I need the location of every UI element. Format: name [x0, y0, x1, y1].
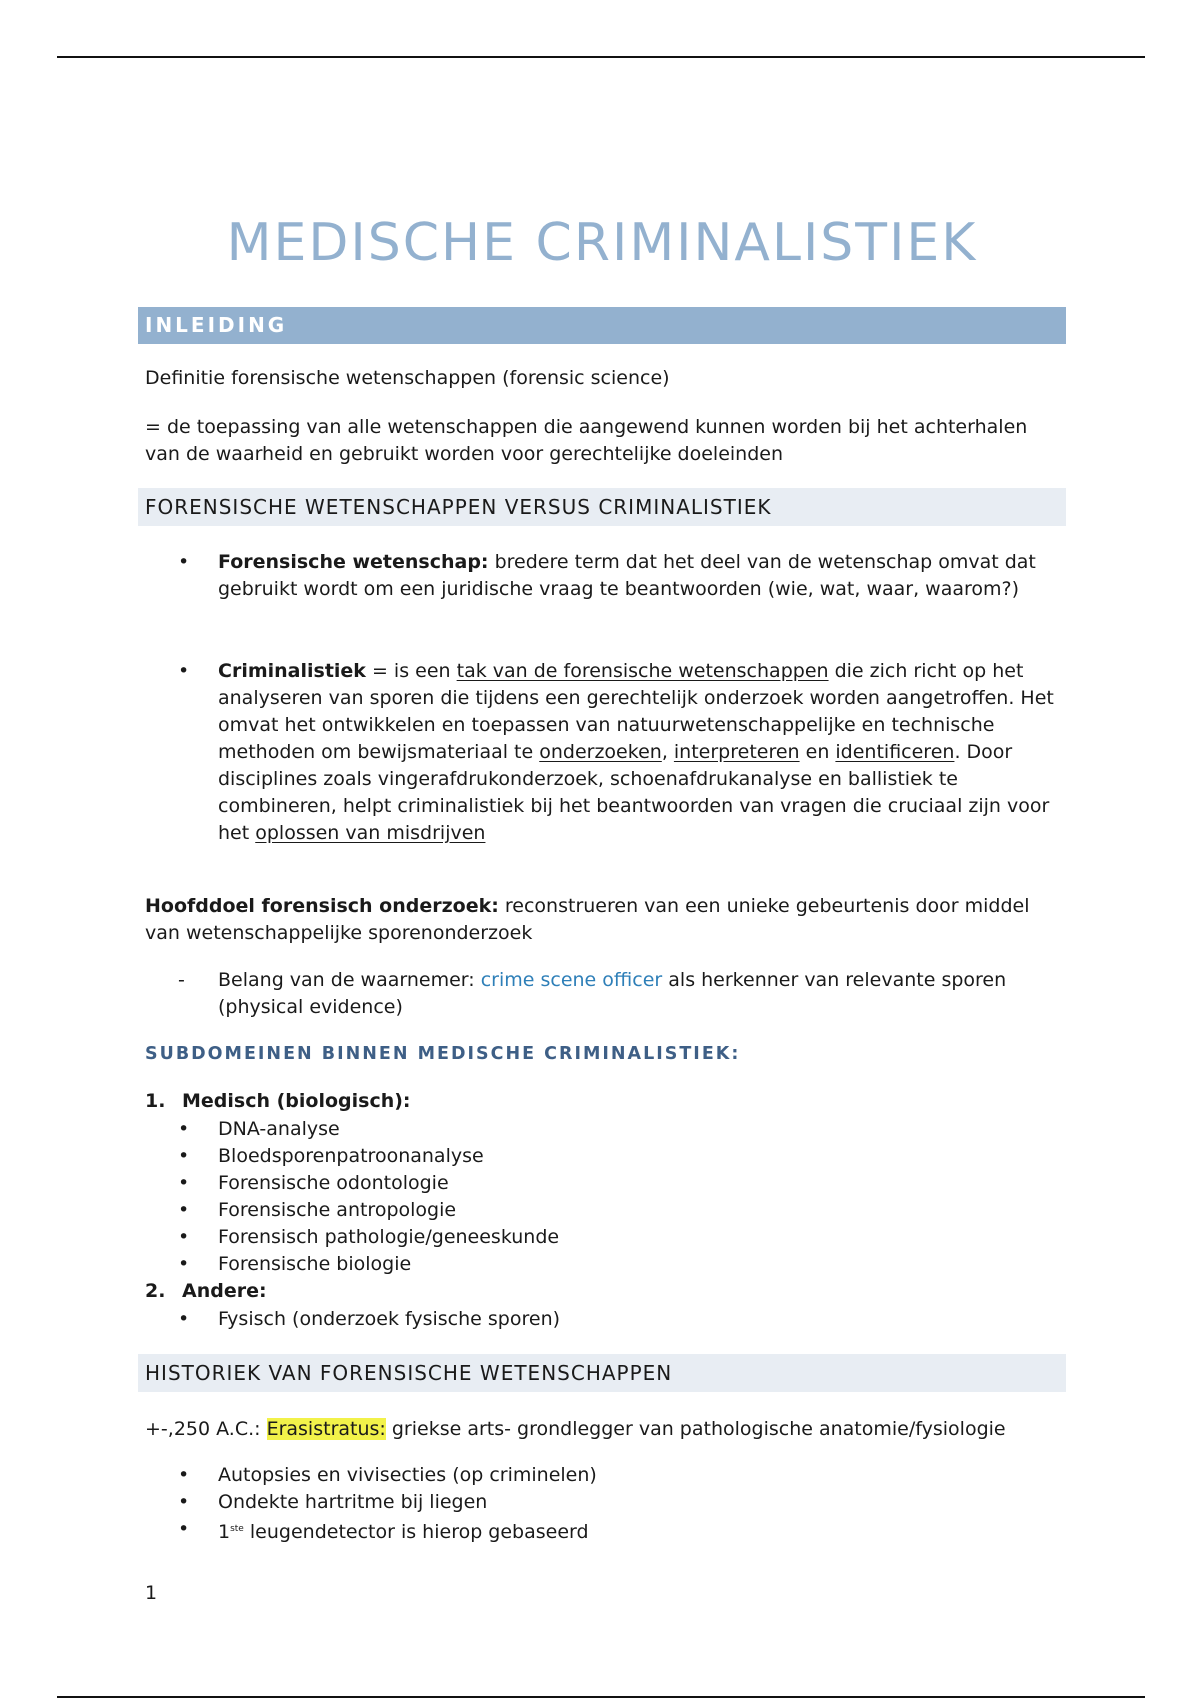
list-item-text: Fysisch (onderzoek fysische sporen): [218, 1308, 561, 1330]
bullet-text: [218, 549, 1063, 603]
item-number: 1.: [145, 1090, 166, 1112]
definition: reconstrueren van een unieke gebeurtenis door middel van wetenschappelijke sporenonderzoek: [145, 895, 1030, 944]
bullet-mark: •: [178, 1145, 190, 1167]
item-label: Andere:: [182, 1280, 267, 1302]
dash-text: [218, 967, 1063, 1021]
list-item-text: Ondekte hartritme bij liegen: [218, 1491, 488, 1513]
bullet-mark: •: [178, 660, 190, 682]
underlined-text: tak van de forensische wetenschappen: [456, 660, 829, 682]
underlined-text: oplossen van misdrijven: [255, 822, 486, 844]
definition-heading: Definitie forensische wetenschappen (forensic science): [145, 367, 670, 389]
crime-scene-officer-link[interactable]: crime scene officer: [480, 969, 663, 991]
item-number: 2.: [145, 1280, 166, 1302]
document-title: MEDISCHE CRIMINALISTIEK: [226, 213, 978, 273]
bullet-mark: •: [178, 1172, 190, 1194]
text-span: en: [799, 741, 836, 763]
text-span: ,: [661, 741, 674, 763]
bullet-mark: •: [178, 1464, 190, 1486]
definition: bredere term dat het deel van de wetenschap omvat dat gebruikt wordt om een juridische vraag te beantwoorden (wie, wat, waar, waarom?): [218, 551, 1036, 600]
list-item-text: Autopsies en vivisecties (op criminelen): [218, 1464, 597, 1486]
heading-subdomeinen: SUBDOMEINEN BINNEN MEDISCHE CRIMINALISTIEK:: [145, 1044, 741, 1064]
term: Criminalistiek: [218, 660, 366, 682]
text-span: als herkenner van relevante sporen (physical evidence): [218, 969, 1007, 1018]
heading-historiek: HISTORIEK VAN FORENSISCHE WETENSCHAPPEN: [138, 1354, 1066, 1392]
date: +-,250 A.C.:: [145, 1418, 267, 1440]
hoofddoel-paragraph: [145, 893, 1065, 947]
list-item-text: Forensische antropologie: [218, 1199, 457, 1221]
underlined-text: interpreteren: [673, 741, 800, 763]
numbered-item-andere: [145, 1278, 267, 1305]
erasistratus-paragraph: [145, 1416, 1065, 1443]
bullet-mark: •: [178, 1491, 190, 1513]
bullet-mark: •: [178, 1199, 190, 1221]
list-item-text: Forensische odontologie: [218, 1172, 449, 1194]
term: Forensische wetenschap:: [218, 551, 489, 573]
numbered-item-medisch: [145, 1088, 411, 1115]
item-label: Medisch (biologisch):: [182, 1090, 411, 1112]
bullet-mark: •: [178, 551, 190, 573]
top-rule: [57, 56, 1145, 58]
bullet-mark: •: [178, 1253, 190, 1275]
bullet-mark: •: [178, 1226, 190, 1248]
bullet-text: [218, 658, 1063, 847]
text-span: = is een: [365, 660, 457, 682]
bottom-rule: [57, 1696, 1145, 1698]
description: griekse arts- grondlegger van pathologische anatomie/fysiologie: [385, 1418, 1006, 1440]
term: Hoofddoel forensisch onderzoek:: [145, 895, 499, 917]
bullet-mark: •: [178, 1518, 190, 1540]
underlined-text: onderzoeken: [539, 741, 662, 763]
bullet-mark: •: [178, 1118, 190, 1140]
text-span: die zich richt op het analyseren van sporen die tijdens een gerechtelijk onderzoek worden aangetroffen. Het omvat het ontwikkelen en toepassen van natuurwetenschappelijke en technische methoden om bewijsmateriaal te: [218, 660, 1054, 763]
list-item-text: Forensisch pathologie/geneeskunde: [218, 1226, 560, 1248]
item-text: leugendetector is hierop gebaseerd: [243, 1521, 589, 1543]
bullet-mark: •: [178, 1308, 190, 1330]
dash-mark: -: [178, 969, 185, 991]
list-item-text: Forensische biologie: [218, 1253, 412, 1275]
text-span: Belang van de waarnemer:: [218, 969, 481, 991]
text-span: . Door disciplines zoals vingerafdrukonderzoek, schoenafdrukanalyse en ballistiek te combineren, helpt criminalistiek bij het beantwoorden van vragen die cruciaal zijn voor het: [218, 741, 1050, 844]
list-item-text: Bloedsporenpatroonanalyse: [218, 1145, 484, 1167]
heading-inleiding: INLEIDING: [138, 307, 1066, 344]
page-number: 1: [145, 1582, 158, 1604]
underlined-text: identificeren: [835, 741, 955, 763]
highlighted-name: Erasistratus:: [266, 1418, 386, 1440]
list-item-text: DNA-analyse: [218, 1118, 340, 1140]
ordinal: 1: [218, 1521, 231, 1543]
ordinal-suffix: ste: [230, 1524, 244, 1534]
definition-text: = de toepassing van alle wetenschappen die aangewend kunnen worden bij het achterhalen van de waarheid en gebruikt worden voor gerechtelijke doeleinden: [145, 416, 1028, 465]
heading-versus: FORENSISCHE WETENSCHAPPEN VERSUS CRIMINALISTIEK: [138, 488, 1066, 526]
bullet-text: [218, 1516, 1063, 1546]
